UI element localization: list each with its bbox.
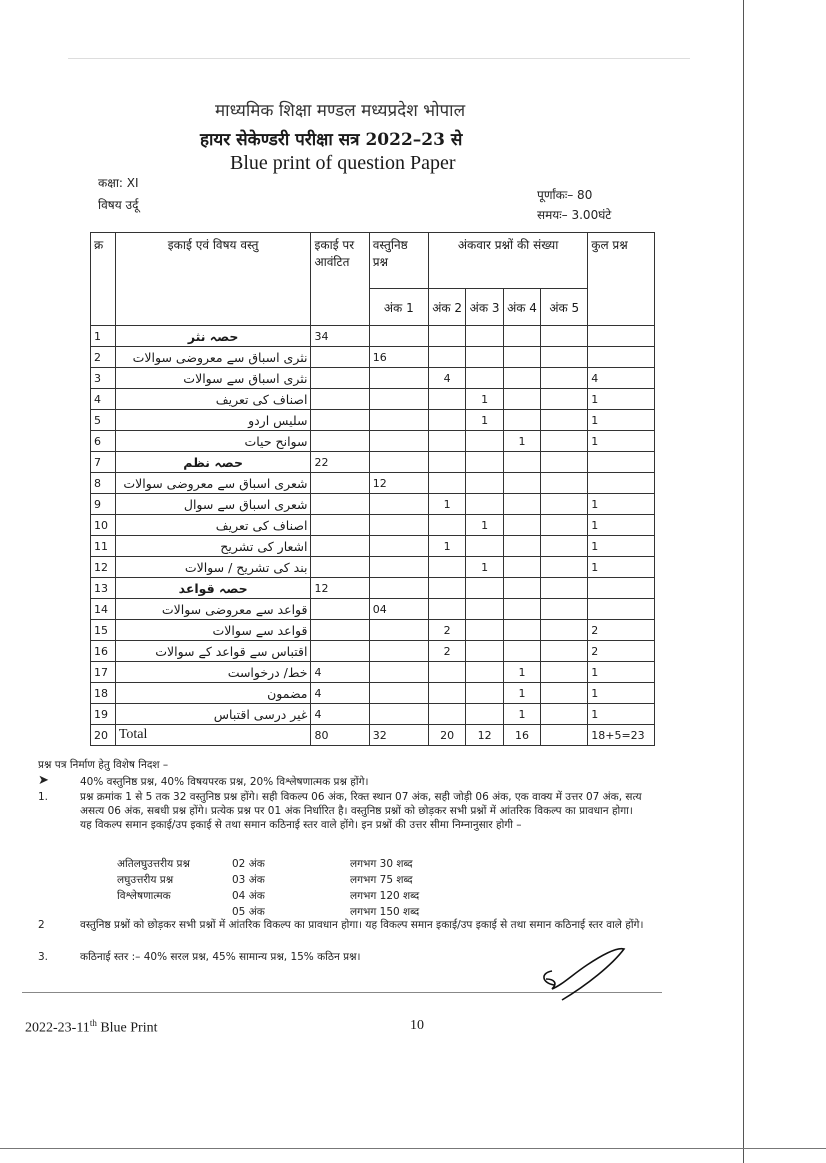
exam-title: हायर सेकेण्डरी परीक्षा सत्र 2022–23 से	[200, 130, 463, 150]
cell-allotted	[311, 620, 369, 641]
cell-mark-4	[503, 494, 540, 515]
header-sno: क्र	[91, 233, 116, 326]
cell-objective	[369, 368, 428, 389]
footer-code: 2022-23-11	[25, 1020, 90, 1036]
cell-mark-4	[503, 515, 540, 536]
cell-total	[588, 326, 655, 347]
table-row	[91, 599, 655, 620]
page-number: 10	[410, 1018, 424, 1033]
cell-mark-3	[466, 641, 503, 662]
cell-mark-5	[541, 452, 588, 473]
table-row	[91, 662, 655, 683]
cell-mark-5	[541, 473, 588, 494]
cell-mark-2	[428, 410, 465, 431]
cell-objective	[369, 662, 428, 683]
cell-allotted	[311, 599, 369, 620]
cell-mark-3: 1	[466, 557, 503, 578]
cell-objective: 04	[369, 599, 428, 620]
cell-unit: نثری اسباق سے معروضی سوالات	[115, 347, 311, 368]
cell-mark-3: 1	[466, 410, 503, 431]
cell-sno: 16	[91, 641, 116, 662]
cell-mark-3	[466, 452, 503, 473]
cell-mark-5	[541, 536, 588, 557]
cell-objective	[369, 578, 428, 599]
cell-sno: 13	[91, 578, 116, 599]
cell-allotted	[311, 389, 369, 410]
cell-mark-4	[503, 368, 540, 389]
cell-total: 1	[588, 662, 655, 683]
cell-sno: 7	[91, 452, 116, 473]
cell-objective	[369, 389, 428, 410]
instruction-bullet: 40% वस्तुनिष्ठ प्रश्न, 40% विषयपरक प्रश्न, 20% विश्लेषणात्मक प्रश्न होंगे।	[80, 776, 369, 788]
cell-unit: حصہ نثر	[115, 326, 311, 347]
cell-mark-5	[541, 620, 588, 641]
cell-mark-4: 16	[503, 725, 540, 746]
subject-label: विषय उर्दू	[98, 198, 139, 212]
right-border-line	[743, 0, 744, 1163]
table-row	[91, 494, 655, 515]
cell-mark-4	[503, 410, 540, 431]
subheader-mark-5: अंक 5	[541, 289, 588, 326]
cell-mark-2: 20	[428, 725, 465, 746]
table-row	[91, 515, 655, 536]
limit-words: लगभग 150 शब्द	[350, 906, 420, 918]
cell-sno: 11	[91, 536, 116, 557]
limit-marks: 03 अंक	[232, 874, 265, 886]
cell-unit: قواعد سے سوالات	[115, 620, 311, 641]
cell-mark-3	[466, 683, 503, 704]
cell-mark-5	[541, 431, 588, 452]
cell-mark-5	[541, 599, 588, 620]
table-row	[91, 683, 655, 704]
cell-mark-3: 12	[466, 725, 503, 746]
cell-mark-2	[428, 389, 465, 410]
header-allotted: इकाई पर आवंटित	[311, 233, 369, 326]
cell-mark-2	[428, 473, 465, 494]
cell-mark-3: 1	[466, 515, 503, 536]
cell-objective	[369, 704, 428, 725]
cell-mark-4: 1	[503, 704, 540, 725]
subheader-mark-4: अंक 4	[503, 289, 540, 326]
cell-mark-2	[428, 515, 465, 536]
cell-sno: 3	[91, 368, 116, 389]
bottom-border-line	[0, 1148, 826, 1149]
cell-mark-2: 1	[428, 494, 465, 515]
cell-allotted	[311, 347, 369, 368]
limit-words: लगभग 75 शब्द	[350, 874, 413, 886]
cell-total: 1	[588, 704, 655, 725]
cell-objective	[369, 536, 428, 557]
cell-mark-5	[541, 662, 588, 683]
cell-total	[588, 473, 655, 494]
cell-objective	[369, 641, 428, 662]
cell-objective: 16	[369, 347, 428, 368]
board-title: माध्यमिक शिक्षा मण्डल मध्यप्रदेश भोपाल	[215, 101, 466, 121]
cell-mark-3	[466, 368, 503, 389]
cell-total: 2	[588, 641, 655, 662]
header-total: कुल प्रश्न	[588, 233, 655, 326]
table-header-row	[91, 233, 655, 289]
cell-mark-3	[466, 473, 503, 494]
cell-mark-4: 1	[503, 662, 540, 683]
cell-objective	[369, 431, 428, 452]
cell-unit: حصہ قواعد	[115, 578, 311, 599]
instruction-2-text: वस्तुनिष्ठ प्रश्नों को छोड़कर सभी प्रश्नों में आंतरिक विकल्प का प्रावधान होगा। यह विकल्प समान इकाई/उप इकाई से तथा समान कठिनाई स्तर वाले होंगे।	[80, 919, 644, 931]
cell-unit: غیر درسی اقتباس	[115, 704, 311, 725]
cell-sno: 8	[91, 473, 116, 494]
cell-sno: 1	[91, 326, 116, 347]
limit-type: अतिलघुउत्तरीय प्रश्न	[117, 858, 190, 870]
cell-mark-3	[466, 494, 503, 515]
cell-allotted	[311, 494, 369, 515]
limit-type: विश्लेषणात्मक	[117, 890, 171, 902]
cell-sno: 17	[91, 662, 116, 683]
cell-mark-5	[541, 578, 588, 599]
cell-mark-2	[428, 683, 465, 704]
cell-unit: قواعد سے معروضی سوالات	[115, 599, 311, 620]
cell-mark-2	[428, 557, 465, 578]
cell-total	[588, 347, 655, 368]
cell-mark-4	[503, 473, 540, 494]
cell-objective: 12	[369, 473, 428, 494]
instruction-3-number: 3.	[38, 951, 49, 963]
cell-mark-4	[503, 578, 540, 599]
cell-allotted	[311, 641, 369, 662]
time-label: समयः– 3.00घंटे	[537, 208, 612, 222]
table-row	[91, 620, 655, 641]
scan-edge	[68, 58, 690, 59]
cell-unit: حصہ نظم	[115, 452, 311, 473]
limit-marks: 05 अंक	[232, 906, 265, 918]
subheader-mark-3: अंक 3	[466, 289, 503, 326]
cell-unit: Total	[115, 725, 311, 746]
cell-allotted	[311, 368, 369, 389]
cell-mark-5	[541, 494, 588, 515]
instruction-3-text: कठिनाई स्तर :– 40% सरल प्रश्न, 45% सामान्य प्रश्न, 15% कठिन प्रश्न।	[80, 951, 361, 963]
total-marks-label: पूर्णांकः– 80	[537, 188, 593, 202]
cell-total: 1	[588, 536, 655, 557]
cell-mark-2: 2	[428, 641, 465, 662]
cell-sno: 18	[91, 683, 116, 704]
table-row	[91, 431, 655, 452]
cell-unit: خط/ درخواست	[115, 662, 311, 683]
cell-unit: سلیس اردو	[115, 410, 311, 431]
cell-sno: 6	[91, 431, 116, 452]
cell-objective	[369, 494, 428, 515]
cell-sno: 14	[91, 599, 116, 620]
cell-unit: اقتباس سے قواعد کے سوالات	[115, 641, 311, 662]
table-row	[91, 725, 655, 746]
cell-mark-2: 1	[428, 536, 465, 557]
limit-marks: 02 अंक	[232, 858, 265, 870]
cell-mark-5	[541, 704, 588, 725]
cell-objective	[369, 452, 428, 473]
cell-mark-5	[541, 683, 588, 704]
cell-total: 1	[588, 389, 655, 410]
cell-allotted: 4	[311, 662, 369, 683]
cell-sno: 15	[91, 620, 116, 641]
cell-sno: 12	[91, 557, 116, 578]
class-label: कक्षा: XI	[98, 176, 139, 190]
cell-unit: اشعار کی تشریح	[115, 536, 311, 557]
table-row	[91, 704, 655, 725]
cell-mark-5	[541, 641, 588, 662]
table-row	[91, 389, 655, 410]
cell-total: 1	[588, 410, 655, 431]
cell-total: 1	[588, 557, 655, 578]
table-row	[91, 368, 655, 389]
footer-label	[25, 1018, 158, 1037]
cell-mark-5	[541, 389, 588, 410]
cell-mark-2	[428, 599, 465, 620]
cell-mark-4: 1	[503, 431, 540, 452]
cell-objective: 32	[369, 725, 428, 746]
cell-mark-4	[503, 620, 540, 641]
cell-allotted: 4	[311, 683, 369, 704]
cell-mark-2: 2	[428, 620, 465, 641]
footer-tail: Blue Print	[96, 1020, 158, 1036]
cell-unit: بند کی تشریح / سوالات	[115, 557, 311, 578]
cell-mark-3	[466, 704, 503, 725]
cell-total	[588, 599, 655, 620]
cell-mark-4	[503, 347, 540, 368]
cell-mark-5	[541, 326, 588, 347]
cell-objective	[369, 410, 428, 431]
cell-mark-3	[466, 326, 503, 347]
cell-allotted	[311, 557, 369, 578]
cell-total: 4	[588, 368, 655, 389]
blueprint-table	[90, 232, 655, 746]
cell-objective	[369, 620, 428, 641]
bullet-icon: ➤	[38, 773, 49, 788]
cell-mark-3	[466, 662, 503, 683]
table-row	[91, 578, 655, 599]
cell-mark-3	[466, 431, 503, 452]
table-row	[91, 410, 655, 431]
subheader-mark-1: अंक 1	[369, 289, 428, 326]
cell-mark-4	[503, 389, 540, 410]
cell-mark-3	[466, 347, 503, 368]
table-row	[91, 473, 655, 494]
cell-total	[588, 578, 655, 599]
cell-sno: 10	[91, 515, 116, 536]
cell-allotted: 12	[311, 578, 369, 599]
cell-total: 2	[588, 620, 655, 641]
cell-unit: نثری اسباق سے سوالات	[115, 368, 311, 389]
cell-allotted	[311, 410, 369, 431]
cell-allotted	[311, 515, 369, 536]
cell-objective	[369, 557, 428, 578]
cell-mark-5	[541, 347, 588, 368]
cell-mark-5	[541, 410, 588, 431]
cell-mark-2	[428, 431, 465, 452]
cell-unit: اصناف کی تعریف	[115, 389, 311, 410]
cell-mark-4	[503, 326, 540, 347]
cell-total: 1	[588, 515, 655, 536]
cell-sno: 19	[91, 704, 116, 725]
table-row	[91, 536, 655, 557]
table-row	[91, 557, 655, 578]
cell-allotted	[311, 431, 369, 452]
cell-allotted: 80	[311, 725, 369, 746]
cell-mark-3	[466, 536, 503, 557]
cell-mark-5	[541, 368, 588, 389]
cell-mark-4	[503, 452, 540, 473]
limit-type: लघुउत्तरीय प्रश्न	[117, 874, 174, 886]
subheader-mark-2: अंक 2	[428, 289, 465, 326]
instruction-2-number: 2	[38, 919, 45, 931]
cell-unit: شعری اسباق سے سوال	[115, 494, 311, 515]
cell-allotted	[311, 536, 369, 557]
cell-total	[588, 452, 655, 473]
cell-mark-3: 1	[466, 389, 503, 410]
header-objective: वस्तुनिष्ठ प्रश्न	[369, 233, 428, 289]
cell-allotted: 22	[311, 452, 369, 473]
cell-total: 18+5=23	[588, 725, 655, 746]
cell-mark-5	[541, 557, 588, 578]
footer-sup: th	[89, 1018, 97, 1028]
instructions-heading: प्रश्न पत्र निर्माण हेतु विशेष निदश –	[38, 759, 169, 771]
table-row	[91, 347, 655, 368]
cell-total: 1	[588, 683, 655, 704]
cell-sno: 2	[91, 347, 116, 368]
table-row	[91, 641, 655, 662]
cell-mark-2	[428, 347, 465, 368]
cell-total: 1	[588, 431, 655, 452]
instruction-1-number: 1.	[38, 791, 49, 803]
cell-allotted: 34	[311, 326, 369, 347]
header-markwise: अंकवार प्रश्नों की संख्या	[428, 233, 587, 289]
document-title: Blue print of question Paper	[230, 152, 456, 174]
limit-words: लगभग 120 शब्द	[350, 890, 420, 902]
cell-mark-5	[541, 515, 588, 536]
cell-unit: اصناف کی تعریف	[115, 515, 311, 536]
signature-mark	[532, 945, 632, 1005]
table-row	[91, 326, 655, 347]
cell-total: 1	[588, 494, 655, 515]
cell-mark-5	[541, 725, 588, 746]
limit-marks: 04 अंक	[232, 890, 265, 902]
cell-mark-2	[428, 578, 465, 599]
cell-allotted	[311, 473, 369, 494]
cell-objective	[369, 515, 428, 536]
limit-words: लगभग 30 शब्द	[350, 858, 413, 870]
instruction-1-text: प्रश्न क्रमांक 1 से 5 तक 32 वस्तुनिष्ठ प्रश्न होंगे। सही विकल्प 06 अंक, रिक्त स्थान 07 अंक, सही जोड़ी 06 अंक, एक वाक्य में उत्तर 07 अंक, सत्य असत्य 06 अंक, सबधी प्रश्न होंगे। प्रत्येक प्रश्न पर 01 अंक निर्धारित है। वस्तुनिष्ठ प्रश्नों को छोड़कर सभी प्रश्नों में आंतरिक विकल्प का प्रावधान होगा। यह विकल्प समान इकाई/उप इकाई से तथा समान कठिनाई स्तर वाले होंगे। इन प्रश्नों की उत्तर सीमा निम्नानुसार होगी –	[80, 791, 642, 831]
cell-mark-4: 1	[503, 683, 540, 704]
cell-mark-2	[428, 662, 465, 683]
cell-allotted: 4	[311, 704, 369, 725]
cell-mark-3	[466, 620, 503, 641]
table-row	[91, 452, 655, 473]
cell-mark-4	[503, 536, 540, 557]
cell-unit: سوانح حیات	[115, 431, 311, 452]
cell-sno: 4	[91, 389, 116, 410]
cell-mark-4	[503, 641, 540, 662]
cell-mark-4	[503, 599, 540, 620]
cell-mark-3	[466, 599, 503, 620]
cell-objective	[369, 683, 428, 704]
cell-mark-2	[428, 326, 465, 347]
header-unit: इकाई एवं विषय वस्तु	[115, 233, 311, 326]
cell-sno: 5	[91, 410, 116, 431]
cell-mark-2	[428, 452, 465, 473]
cell-mark-2	[428, 704, 465, 725]
cell-mark-3	[466, 578, 503, 599]
cell-mark-2: 4	[428, 368, 465, 389]
cell-unit: مضمون	[115, 683, 311, 704]
cell-mark-4	[503, 557, 540, 578]
cell-sno: 9	[91, 494, 116, 515]
cell-unit: شعری اسباق سے معروضی سوالات	[115, 473, 311, 494]
cell-sno: 20	[91, 725, 116, 746]
cell-objective	[369, 326, 428, 347]
